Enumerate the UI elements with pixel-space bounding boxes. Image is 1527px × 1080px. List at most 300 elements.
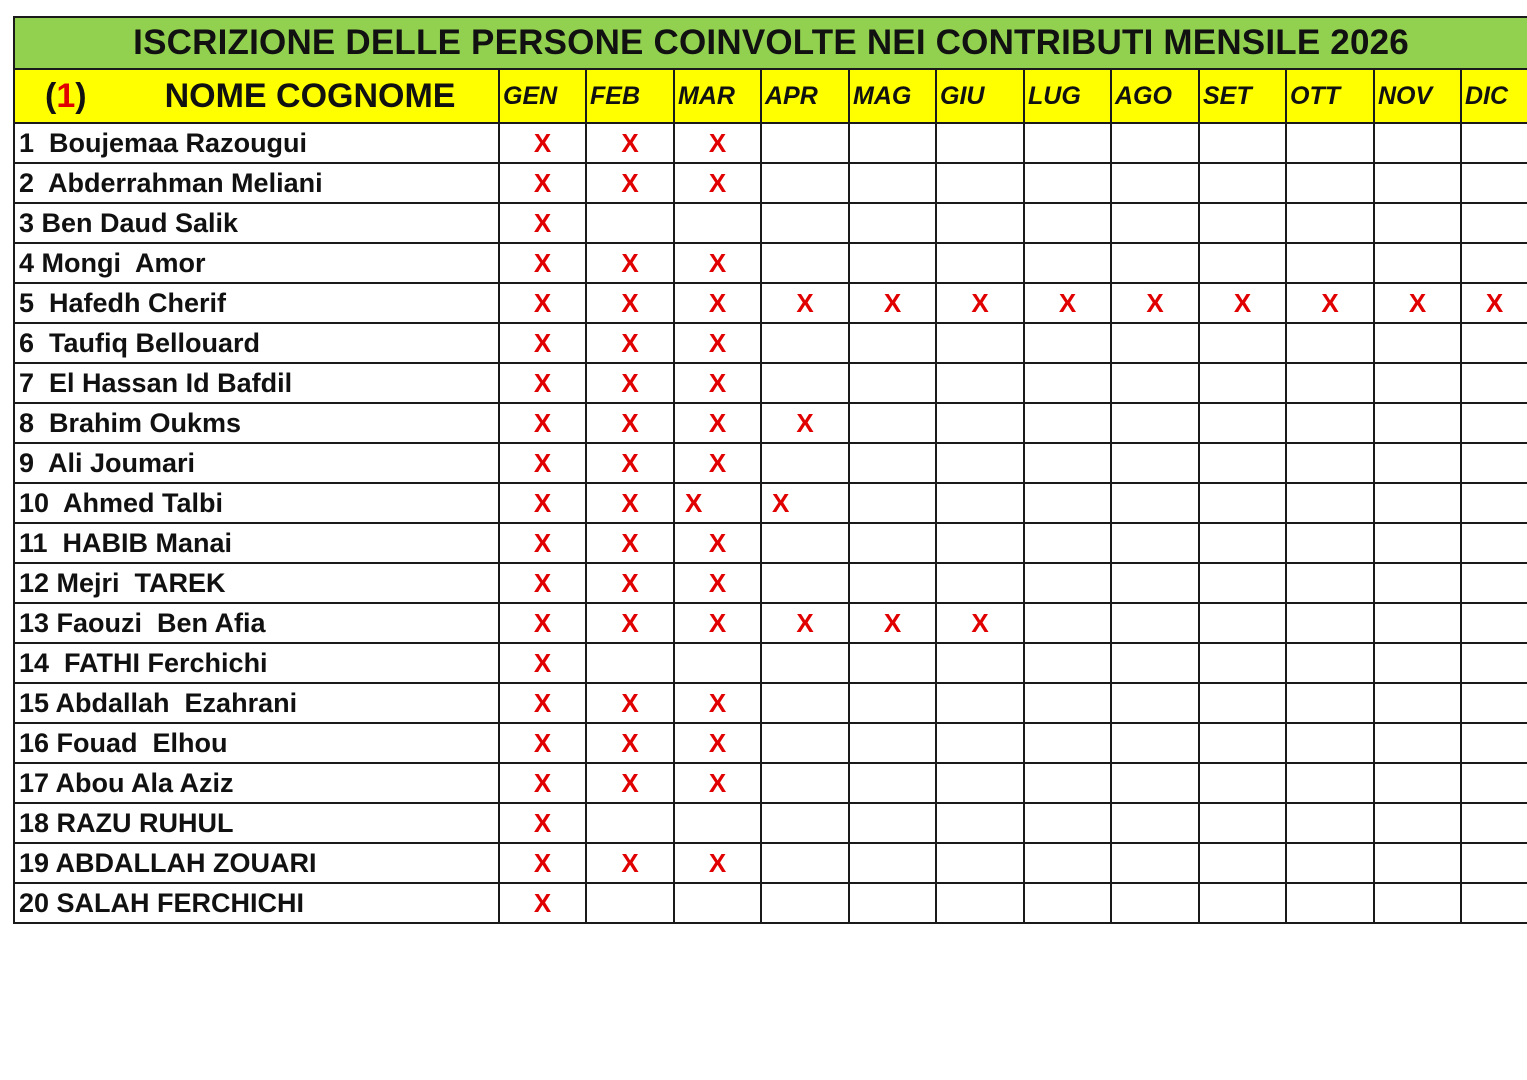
person-name: 10 Ahmed Talbi	[14, 483, 499, 523]
month-cell-feb: X	[586, 323, 674, 363]
month-cell-feb: X	[586, 723, 674, 763]
month-cell-apr: X	[761, 403, 849, 443]
person-name: 14 FATHI Ferchichi	[14, 643, 499, 683]
month-cell-ago: X	[1111, 283, 1199, 323]
month-header-feb: FEB	[586, 69, 674, 123]
month-cell-lug	[1024, 203, 1111, 243]
month-cell-lug: X	[1024, 283, 1111, 323]
month-cell-lug	[1024, 723, 1111, 763]
month-cell-mar	[674, 803, 761, 843]
month-cell-mar	[674, 203, 761, 243]
month-cell-set	[1199, 483, 1286, 523]
month-cell-dic	[1461, 563, 1527, 603]
person-name: 12 Mejri TAREK	[14, 563, 499, 603]
month-cell-mar: X	[674, 603, 761, 643]
month-cell-giu	[936, 363, 1024, 403]
month-header-gen: GEN	[499, 69, 586, 123]
month-cell-giu	[936, 123, 1024, 163]
month-cell-ago	[1111, 123, 1199, 163]
table-row	[14, 483, 1527, 523]
month-cell-mar: X	[674, 163, 761, 203]
month-cell-apr	[761, 523, 849, 563]
month-cell-gen: X	[499, 243, 586, 283]
month-cell-feb: X	[586, 403, 674, 443]
month-cell-dic	[1461, 483, 1527, 523]
month-cell-dic	[1461, 163, 1527, 203]
month-cell-feb: X	[586, 683, 674, 723]
table-row	[14, 363, 1527, 403]
month-cell-apr	[761, 563, 849, 603]
month-cell-mag	[849, 563, 936, 603]
month-cell-giu: X	[936, 603, 1024, 643]
month-cell-ago	[1111, 323, 1199, 363]
month-cell-gen: X	[499, 843, 586, 883]
month-cell-ago	[1111, 723, 1199, 763]
month-cell-set	[1199, 763, 1286, 803]
month-cell-mar: X	[674, 403, 761, 443]
month-cell-ago	[1111, 403, 1199, 443]
month-cell-ago	[1111, 563, 1199, 603]
person-name: 20 SALAH FERCHICHI	[14, 883, 499, 923]
person-name: 17 Abou Ala Aziz	[14, 763, 499, 803]
month-cell-ott	[1286, 363, 1374, 403]
month-cell-set	[1199, 643, 1286, 683]
table-body	[14, 123, 1527, 923]
month-cell-lug	[1024, 483, 1111, 523]
month-cell-gen: X	[499, 203, 586, 243]
month-cell-feb: X	[586, 443, 674, 483]
paren-open: (	[45, 76, 57, 115]
month-header-set: SET	[1199, 69, 1286, 123]
month-cell-feb	[586, 803, 674, 843]
month-cell-mar: X	[674, 843, 761, 883]
month-cell-mar: X	[674, 443, 761, 483]
month-cell-set	[1199, 203, 1286, 243]
month-cell-gen: X	[499, 883, 586, 923]
month-cell-lug	[1024, 363, 1111, 403]
month-cell-feb: X	[586, 843, 674, 883]
table-row	[14, 283, 1527, 323]
person-name: 3 Ben Daud Salik	[14, 203, 499, 243]
month-cell-ott	[1286, 763, 1374, 803]
month-cell-ago	[1111, 883, 1199, 923]
month-cell-mar: X	[674, 243, 761, 283]
person-name: 7 El Hassan Id Bafdil	[14, 363, 499, 403]
month-cell-ago	[1111, 683, 1199, 723]
title-row	[14, 17, 1527, 69]
table-row	[14, 403, 1527, 443]
month-cell-giu	[936, 323, 1024, 363]
month-cell-dic	[1461, 123, 1527, 163]
person-name: 8 Brahim Oukms	[14, 403, 499, 443]
month-cell-feb: X	[586, 123, 674, 163]
month-cell-feb: X	[586, 163, 674, 203]
month-cell-mag	[849, 403, 936, 443]
month-cell-giu	[936, 763, 1024, 803]
month-cell-feb: X	[586, 523, 674, 563]
month-cell-mar: X	[674, 763, 761, 803]
month-cell-mar: X	[674, 723, 761, 763]
month-cell-giu: X	[936, 283, 1024, 323]
person-name: 15 Abdallah Ezahrani	[14, 683, 499, 723]
month-cell-lug	[1024, 803, 1111, 843]
sheet-title: ISCRIZIONE DELLE PERSONE COINVOLTE NEI CONTRIBUTI MENSILE 2026	[14, 17, 1527, 69]
month-cell-apr	[761, 683, 849, 723]
month-cell-giu	[936, 243, 1024, 283]
month-cell-gen: X	[499, 723, 586, 763]
table-row	[14, 123, 1527, 163]
month-cell-ott	[1286, 203, 1374, 243]
table-row	[14, 323, 1527, 363]
month-cell-lug	[1024, 323, 1111, 363]
month-cell-apr: X	[761, 603, 849, 643]
month-cell-ott	[1286, 603, 1374, 643]
month-cell-mag	[849, 523, 936, 563]
month-cell-apr	[761, 363, 849, 403]
month-cell-ago	[1111, 763, 1199, 803]
month-cell-nov	[1374, 403, 1461, 443]
month-cell-ott	[1286, 883, 1374, 923]
month-cell-mag: X	[849, 603, 936, 643]
month-cell-mag	[849, 723, 936, 763]
month-cell-ago	[1111, 803, 1199, 843]
month-cell-dic	[1461, 243, 1527, 283]
month-cell-apr: X	[761, 483, 849, 523]
month-cell-nov	[1374, 603, 1461, 643]
month-cell-giu	[936, 683, 1024, 723]
month-cell-nov	[1374, 483, 1461, 523]
month-cell-lug	[1024, 683, 1111, 723]
month-cell-gen: X	[499, 363, 586, 403]
month-cell-mar	[674, 643, 761, 683]
month-cell-mag	[849, 883, 936, 923]
person-name: 5 Hafedh Cherif	[14, 283, 499, 323]
month-cell-set	[1199, 843, 1286, 883]
month-cell-giu	[936, 843, 1024, 883]
month-cell-giu	[936, 403, 1024, 443]
month-cell-dic: X	[1461, 283, 1527, 323]
month-cell-dic	[1461, 363, 1527, 403]
month-cell-set	[1199, 523, 1286, 563]
table-row	[14, 843, 1527, 883]
month-cell-ago	[1111, 443, 1199, 483]
month-cell-feb: X	[586, 363, 674, 403]
month-cell-lug	[1024, 563, 1111, 603]
month-cell-lug	[1024, 163, 1111, 203]
month-cell-nov	[1374, 723, 1461, 763]
month-cell-mar	[674, 883, 761, 923]
month-cell-ott	[1286, 123, 1374, 163]
month-cell-mar: X	[674, 523, 761, 563]
table-row	[14, 563, 1527, 603]
month-cell-ago	[1111, 523, 1199, 563]
month-cell-ott	[1286, 243, 1374, 283]
month-cell-dic	[1461, 323, 1527, 363]
table-row	[14, 803, 1527, 843]
table-row	[14, 243, 1527, 283]
month-cell-dic	[1461, 763, 1527, 803]
month-cell-apr: X	[761, 283, 849, 323]
month-cell-ott	[1286, 523, 1374, 563]
month-cell-dic	[1461, 403, 1527, 443]
person-name: 13 Faouzi Ben Afia	[14, 603, 499, 643]
month-cell-apr	[761, 243, 849, 283]
month-cell-set	[1199, 803, 1286, 843]
month-cell-ott	[1286, 403, 1374, 443]
month-cell-feb	[586, 883, 674, 923]
month-cell-ott	[1286, 843, 1374, 883]
month-cell-giu	[936, 883, 1024, 923]
month-cell-lug	[1024, 123, 1111, 163]
month-cell-set	[1199, 323, 1286, 363]
month-cell-ott: X	[1286, 283, 1374, 323]
month-cell-nov	[1374, 203, 1461, 243]
header-row	[14, 69, 1527, 123]
month-cell-apr	[761, 443, 849, 483]
table-row	[14, 203, 1527, 243]
month-cell-nov	[1374, 323, 1461, 363]
month-cell-gen: X	[499, 443, 586, 483]
month-cell-dic	[1461, 723, 1527, 763]
month-cell-ago	[1111, 163, 1199, 203]
contributions-sheet	[13, 16, 1527, 924]
month-cell-mag: X	[849, 283, 936, 323]
list-index: 1	[56, 76, 76, 115]
month-cell-feb: X	[586, 603, 674, 643]
month-cell-lug	[1024, 403, 1111, 443]
month-cell-nov	[1374, 523, 1461, 563]
month-cell-nov	[1374, 683, 1461, 723]
month-cell-feb	[586, 643, 674, 683]
month-cell-apr	[761, 883, 849, 923]
month-cell-ago	[1111, 843, 1199, 883]
month-cell-lug	[1024, 763, 1111, 803]
month-cell-nov	[1374, 163, 1461, 203]
month-header-mar: MAR	[674, 69, 761, 123]
month-cell-mag	[849, 443, 936, 483]
month-cell-mag	[849, 683, 936, 723]
month-cell-dic	[1461, 443, 1527, 483]
person-name: 18 RAZU RUHUL	[14, 803, 499, 843]
month-cell-gen: X	[499, 523, 586, 563]
month-cell-mag	[849, 243, 936, 283]
month-cell-apr	[761, 203, 849, 243]
month-cell-feb: X	[586, 563, 674, 603]
table-row	[14, 643, 1527, 683]
month-cell-feb	[586, 203, 674, 243]
month-cell-lug	[1024, 843, 1111, 883]
month-cell-lug	[1024, 443, 1111, 483]
month-cell-apr	[761, 123, 849, 163]
month-cell-nov	[1374, 803, 1461, 843]
month-cell-set	[1199, 603, 1286, 643]
month-cell-nov	[1374, 443, 1461, 483]
month-cell-mag	[849, 803, 936, 843]
month-cell-ott	[1286, 723, 1374, 763]
month-cell-ago	[1111, 603, 1199, 643]
month-cell-feb: X	[586, 763, 674, 803]
table-row	[14, 723, 1527, 763]
month-cell-giu	[936, 643, 1024, 683]
month-cell-mar: X	[674, 123, 761, 163]
month-cell-set	[1199, 243, 1286, 283]
month-cell-giu	[936, 203, 1024, 243]
person-name: 19 ABDALLAH ZOUARI	[14, 843, 499, 883]
month-cell-gen: X	[499, 323, 586, 363]
month-cell-gen: X	[499, 603, 586, 643]
month-cell-giu	[936, 803, 1024, 843]
name-header-label: NOME COGNOME	[164, 76, 456, 115]
month-cell-ott	[1286, 443, 1374, 483]
month-cell-ott	[1286, 683, 1374, 723]
month-cell-mag	[849, 163, 936, 203]
month-cell-mag	[849, 483, 936, 523]
month-header-ott: OTT	[1286, 69, 1374, 123]
month-cell-set	[1199, 683, 1286, 723]
month-cell-nov	[1374, 363, 1461, 403]
month-cell-set: X	[1199, 283, 1286, 323]
month-cell-ago	[1111, 643, 1199, 683]
month-cell-feb: X	[586, 243, 674, 283]
month-cell-gen: X	[499, 123, 586, 163]
month-cell-mag	[849, 643, 936, 683]
month-cell-nov	[1374, 883, 1461, 923]
month-cell-ago	[1111, 203, 1199, 243]
month-cell-nov	[1374, 643, 1461, 683]
month-cell-gen: X	[499, 563, 586, 603]
month-header-apr: APR	[761, 69, 849, 123]
month-header-nov: NOV	[1374, 69, 1461, 123]
month-cell-nov	[1374, 763, 1461, 803]
month-cell-apr	[761, 803, 849, 843]
contributions-table	[13, 16, 1527, 924]
month-cell-mag	[849, 843, 936, 883]
month-cell-dic	[1461, 683, 1527, 723]
paren-close: )	[75, 76, 87, 115]
month-cell-mar: X	[674, 563, 761, 603]
table-row	[14, 603, 1527, 643]
month-cell-nov: X	[1374, 283, 1461, 323]
month-cell-dic	[1461, 883, 1527, 923]
month-cell-feb: X	[586, 283, 674, 323]
month-cell-mar: X	[674, 283, 761, 323]
month-cell-nov	[1374, 123, 1461, 163]
month-cell-ott	[1286, 563, 1374, 603]
month-cell-dic	[1461, 523, 1527, 563]
month-cell-dic	[1461, 603, 1527, 643]
month-cell-giu	[936, 443, 1024, 483]
month-cell-mag	[849, 763, 936, 803]
month-cell-ott	[1286, 323, 1374, 363]
month-header-giu: GIU	[936, 69, 1024, 123]
table-row	[14, 763, 1527, 803]
month-cell-mar: X	[674, 683, 761, 723]
month-cell-ott	[1286, 643, 1374, 683]
month-cell-set	[1199, 403, 1286, 443]
person-name: 11 HABIB Manai	[14, 523, 499, 563]
month-cell-dic	[1461, 643, 1527, 683]
month-cell-giu	[936, 483, 1024, 523]
month-cell-ago	[1111, 483, 1199, 523]
month-cell-set	[1199, 123, 1286, 163]
month-cell-mar: X	[674, 323, 761, 363]
month-cell-giu	[936, 723, 1024, 763]
month-cell-nov	[1374, 563, 1461, 603]
month-cell-dic	[1461, 803, 1527, 843]
month-cell-apr	[761, 843, 849, 883]
month-cell-giu	[936, 523, 1024, 563]
name-column-header	[14, 69, 499, 123]
month-cell-apr	[761, 723, 849, 763]
month-cell-ago	[1111, 363, 1199, 403]
month-cell-gen: X	[499, 643, 586, 683]
table-row	[14, 523, 1527, 563]
month-cell-gen: X	[499, 803, 586, 843]
person-name: 6 Taufiq Bellouard	[14, 323, 499, 363]
month-header-dic: DIC	[1461, 69, 1527, 123]
month-cell-lug	[1024, 523, 1111, 563]
month-cell-feb: X	[586, 483, 674, 523]
month-cell-lug	[1024, 643, 1111, 683]
month-cell-mar: X	[674, 363, 761, 403]
month-cell-giu	[936, 563, 1024, 603]
month-cell-apr	[761, 763, 849, 803]
month-cell-nov	[1374, 243, 1461, 283]
month-cell-set	[1199, 363, 1286, 403]
person-name: 9 Ali Joumari	[14, 443, 499, 483]
month-cell-set	[1199, 883, 1286, 923]
month-cell-set	[1199, 723, 1286, 763]
month-cell-gen: X	[499, 283, 586, 323]
month-cell-gen: X	[499, 763, 586, 803]
month-cell-lug	[1024, 603, 1111, 643]
month-cell-dic	[1461, 203, 1527, 243]
month-header-lug: LUG	[1024, 69, 1111, 123]
month-cell-lug	[1024, 883, 1111, 923]
month-cell-ott	[1286, 483, 1374, 523]
month-cell-apr	[761, 643, 849, 683]
month-cell-ott	[1286, 163, 1374, 203]
month-cell-ago	[1111, 243, 1199, 283]
person-name: 16 Fouad Elhou	[14, 723, 499, 763]
month-cell-giu	[936, 163, 1024, 203]
table-row	[14, 443, 1527, 483]
month-header-ago: AGO	[1111, 69, 1199, 123]
person-name: 1 Boujemaa Razougui	[14, 123, 499, 163]
table-row	[14, 683, 1527, 723]
month-cell-mag	[849, 323, 936, 363]
month-cell-gen: X	[499, 483, 586, 523]
table-row	[14, 883, 1527, 923]
month-cell-gen: X	[499, 163, 586, 203]
month-cell-apr	[761, 163, 849, 203]
month-cell-mar: X	[674, 483, 761, 523]
month-cell-ott	[1286, 803, 1374, 843]
table-row	[14, 163, 1527, 203]
month-cell-gen: X	[499, 403, 586, 443]
month-cell-lug	[1024, 243, 1111, 283]
month-cell-mag	[849, 123, 936, 163]
month-cell-dic	[1461, 843, 1527, 883]
month-cell-apr	[761, 323, 849, 363]
month-cell-mag	[849, 203, 936, 243]
person-name: 4 Mongi Amor	[14, 243, 499, 283]
month-cell-nov	[1374, 843, 1461, 883]
month-cell-set	[1199, 163, 1286, 203]
month-cell-mag	[849, 363, 936, 403]
month-cell-set	[1199, 443, 1286, 483]
month-cell-gen: X	[499, 683, 586, 723]
